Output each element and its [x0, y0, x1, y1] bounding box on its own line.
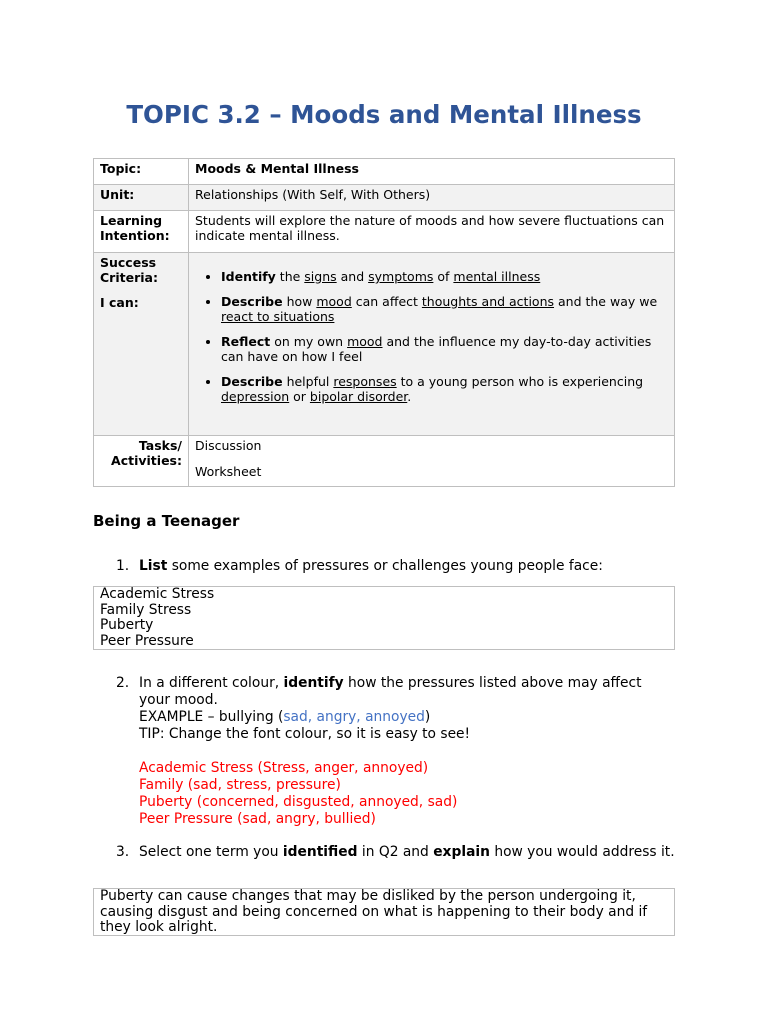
unit-row [94, 185, 675, 211]
success-criteria-row [94, 253, 675, 436]
learning-intention-label: Learning Intention: [94, 211, 189, 253]
question-text: Select one term you identified in Q2 and explain how you would address it. [139, 844, 675, 860]
success-criteria-list-cell [189, 253, 675, 436]
topic-value: Moods & Mental Illness [189, 159, 675, 185]
answer-text: Puberty can cause changes that may be disliked by the person undergoing it, causing disgust and being concerned on what is happening to their body and if they look alright. [100, 888, 648, 935]
success-criterion: • Identify the signs and symptoms of mental illness [221, 269, 668, 285]
answer-box-1[interactable] [93, 586, 675, 650]
topic-row [94, 159, 675, 185]
answer-line[interactable]: Academic Stress (Stress, anger, annoyed) [139, 760, 429, 776]
task-item: Worksheet [195, 464, 262, 479]
answer-line[interactable]: Puberty (concerned, disgusted, annoyed, sad) [139, 794, 458, 810]
question-3 [116, 844, 676, 861]
question-number: 2. [116, 675, 130, 691]
question-1 [116, 558, 676, 575]
learning-intention-row [94, 211, 675, 253]
question-number: 3. [116, 844, 130, 860]
answer-line: Puberty [100, 617, 154, 633]
page-title: TOPIC 3.2 – Moods and Mental Illness [126, 100, 642, 129]
answer-box-3[interactable] [93, 888, 675, 936]
section-heading: Being a Teenager [93, 512, 240, 530]
answer-line: Peer Pressure [100, 632, 194, 649]
task-item: Discussion [195, 438, 262, 453]
answer-line[interactable]: Peer Pressure (sad, angry, bullied) [139, 811, 376, 827]
success-criteria-cell [94, 253, 189, 436]
tasks-row [94, 436, 675, 487]
answer-line: Academic Stress [100, 586, 215, 602]
success-criteria-list [195, 269, 668, 405]
success-criterion: • Describe helpful responses to a young person who is experiencing depression or bipolar disorder. [221, 374, 668, 405]
question-2 [116, 675, 676, 828]
tip-line: TIP: Change the font colour, so it is easy to see! [139, 726, 471, 742]
unit-label: Unit: [94, 185, 189, 211]
success-criterion: • Describe how mood can affect thoughts and actions and the way we react to situations [221, 294, 668, 325]
learning-intention-value: Students will explore the nature of moods and how severe fluctuations can indicate mental illness. [189, 211, 675, 253]
answer-line: Family Stress [100, 601, 192, 618]
topic-label: Topic: [94, 159, 189, 185]
success-criteria-label: Success Criteria: [100, 255, 158, 285]
question-number: 1. [116, 558, 130, 574]
success-criterion: • Reflect on my own mood and the influence my day-to-day activities can have on how I feel [221, 334, 668, 365]
tasks-cell [189, 436, 675, 487]
i-can-label: I can: [100, 295, 139, 310]
example-line: EXAMPLE – bullying (sad, angry, annoyed) [139, 709, 431, 725]
question-text: In a different colour, identify how the pressures listed above may affect your mood. EXAMPLE – bullying (sad, angry, annoyed) TIP: Change the font colour, so it is easy to see! Academic Stress (Stress, anger, annoyed) Family (sad, stress, pressure) Puberty (concerned, disgusted, annoyed, sad) Peer Pressure (sad, angry, bullied) [139, 675, 676, 828]
topic-info-table [93, 158, 675, 487]
answer-line[interactable]: Family (sad, stress, pressure) [139, 777, 341, 793]
tasks-label: Tasks/ Activities: [94, 436, 189, 487]
question-text: List some examples of pressures or challenges young people face: [139, 558, 603, 574]
unit-value: Relationships (With Self, With Others) [189, 185, 675, 211]
